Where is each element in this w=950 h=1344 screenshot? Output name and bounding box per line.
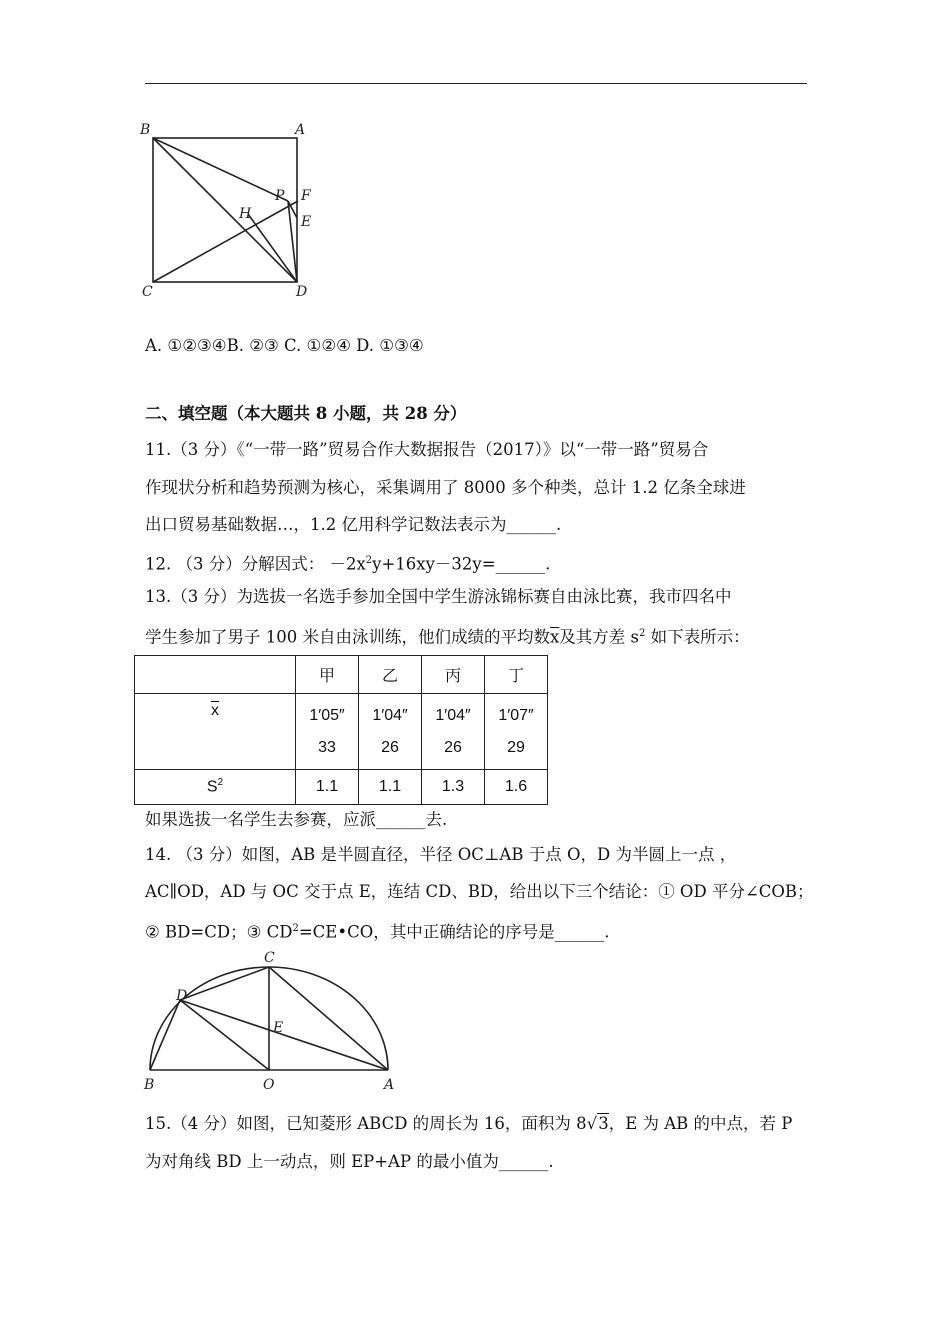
label-b: B [144,1077,155,1093]
sqrt-symbol: √3 [586,1114,609,1133]
q14-line2: AC∥OD，AD 与 OC 交于点 E，连结 CD、BD，给出以下三个结论：① OD 平分∠COB； [145,882,814,901]
table-header-row [135,656,548,694]
label-h: H [239,206,252,222]
square-figure [140,118,320,303]
label-d: D [296,284,308,300]
table-cell: 1.1 [359,770,422,805]
q13-line1: 13.（3 分）为选拔一名选手参加全国中学生游泳锦标赛自由泳比赛，我市四名中 [145,587,732,606]
q13-line2-suffix: 如下表所示： [645,627,750,647]
table-cell: 1′07″ 29 [485,694,548,770]
table-cell: 1.3 [422,770,485,805]
q11-line3: 出口贸易基础数据…，1.2 亿用科学记数法表示为______. [145,515,562,534]
q13-line2 [145,622,750,650]
line-ca [269,967,388,1070]
table-cell: 1′05″ 33 [296,694,359,770]
table-cell: 1′04″ 26 [359,694,422,770]
header-rule [145,83,807,84]
label-a: A [384,1077,395,1093]
table-header-cell: 丁 [485,656,548,694]
line-da [180,1000,388,1070]
diagonal-bd [153,138,297,282]
label-d: D [176,988,188,1004]
table-header-cell: 甲 [296,656,359,694]
line-bp [153,138,288,201]
line-dc [180,967,269,1000]
label-b: B [140,122,151,138]
q12-prefix: 12. （3 分）分解因式： －2x [145,554,366,574]
table-cell: 1.1 [296,770,359,805]
table-cell: 1′04″ 26 [422,694,485,770]
line-db [150,1000,180,1070]
label-c: C [264,950,275,966]
q13-line2-prefix: 学生参加了男子 100 米自由泳训练，他们成绩的平均数 [145,627,550,647]
label-p: P [275,188,285,204]
line-do [180,1000,269,1070]
q12 [145,549,550,577]
q12-suffix: y+16xy－32y=______. [372,554,551,574]
label-e: E [273,1020,284,1036]
q13-line2-mid: 及其方差 s [559,627,640,647]
table-header-cell: 乙 [359,656,422,694]
table-row-variance [135,770,548,805]
q15-line2: 为对角线 BD 上一动点，则 EP+AP 的最小值为______. [145,1152,554,1171]
semicircle-figure [140,948,400,1098]
table-header-cell: 丙 [422,656,485,694]
stats-table [134,655,548,805]
q13-line2-sup: 2 [639,628,646,639]
label-e: E [301,214,312,230]
mean-symbol: $\overline{x}$ [549,627,560,647]
table-row-mean [135,694,548,770]
q12-sup: 2 [365,555,373,566]
table-variance-label: $S^2$ [135,770,296,805]
label-c: C [142,284,153,300]
q15-line1: 15.（4 分）如图，已知菱形 ABCD 的周长为 16，面积为 8√3，E 为 AB 的中点，若 P [145,1112,792,1136]
q11-line1: 11.（3 分）《“一带一路”贸易合作大数据报告（2017）》以“一带一路”贸易合 [145,440,709,459]
line-cf [153,201,298,282]
table-corner-cell [135,656,296,694]
section-2-title: 二、填空题（本大题共 8 小题，共 28 分） [145,404,467,423]
q13-after-table: 如果选拔一名学生去参赛，应派______去. [145,810,448,829]
table-cell: 1.6 [485,770,548,805]
q14-line3: ② BD=CD；③ $CD^2=CE•CO$，其中正确结论的序号是______. [145,922,610,942]
q11-line2: 作现状分析和趋势预测为核心，采集调用了 8000 多个种类，总计 1.2 亿条全球进 [145,478,746,497]
line-pd [288,201,297,282]
line-hd [248,214,297,282]
label-a: A [295,122,306,138]
table-mean-label: $\overline{x}$ [135,694,296,770]
label-o: O [263,1077,275,1093]
q10-options: A. ①②③④B. ②③ C. ①②④ D. ①③④ [145,336,424,355]
q14-line1: 14. （3 分）如图，AB 是半圆直径，半径 OC⊥AB 于点 O，D 为半圆上一点 ， [145,845,737,864]
label-f: F [301,188,311,204]
